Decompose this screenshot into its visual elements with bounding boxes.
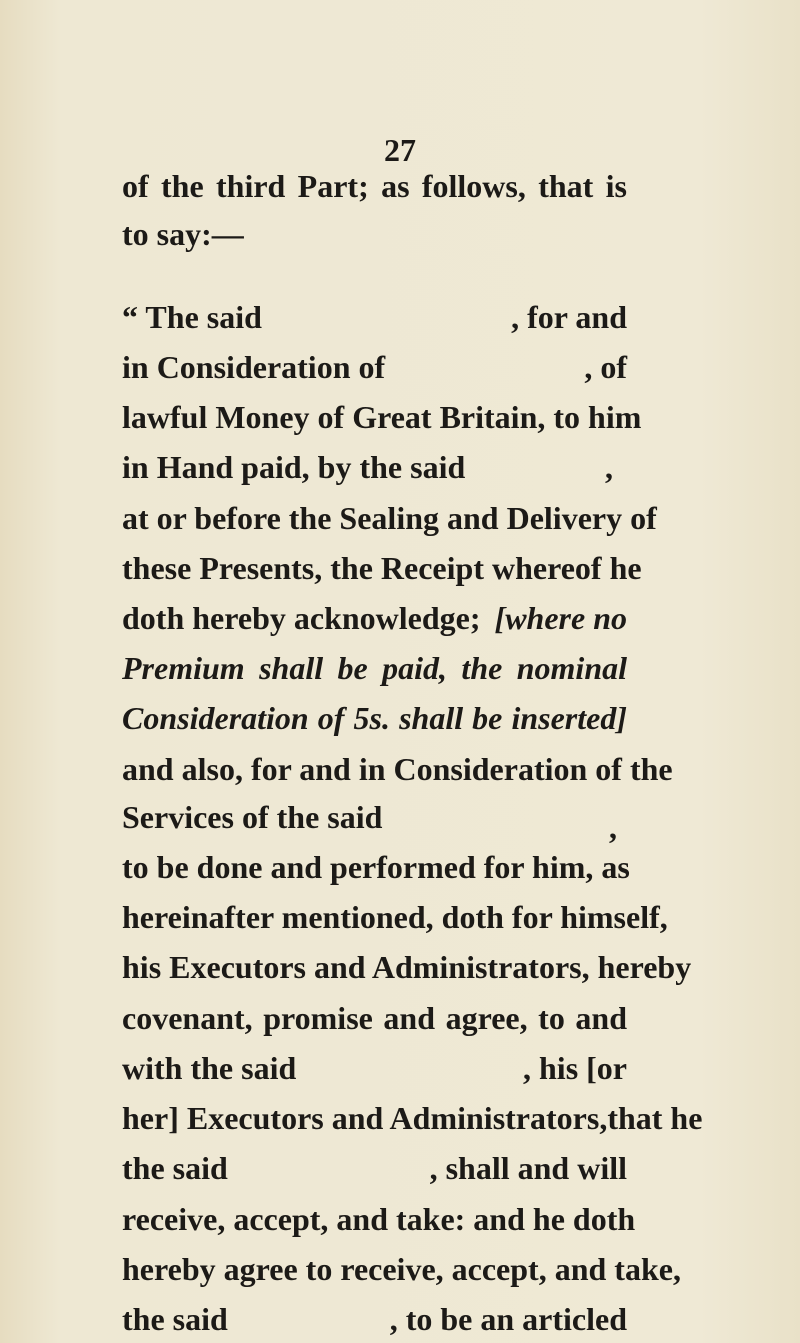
text-fragment: , <box>609 808 617 845</box>
text-line <box>122 698 627 738</box>
text-line <box>122 447 627 487</box>
text-line <box>122 297 627 337</box>
text-line: and also, for and in Consideration of the <box>122 750 673 787</box>
text-fragment: in Consideration of <box>122 348 386 385</box>
text-line: of the third Part; as follows, that is <box>122 168 627 205</box>
page-number: 27 <box>384 132 416 168</box>
text-line <box>122 1299 627 1339</box>
text-line: lawful Money of Great Britain, to him <box>122 399 642 436</box>
text-line: at or before the Sealing and Delivery of <box>122 499 657 536</box>
text-fragment: the said <box>122 1150 228 1187</box>
text-fragment: , of <box>584 348 627 385</box>
text-fragment-italic: Consideration of 5s. shall be inserted] <box>122 700 627 737</box>
text-line: receive, accept, and take: and he doth <box>122 1200 636 1237</box>
text-line <box>122 347 627 387</box>
text-fragment: , his [or <box>523 1049 627 1086</box>
text-fragment: , to be an articled <box>389 1301 627 1337</box>
text-line: his Executors and Administrators, hereby <box>122 949 692 986</box>
text-line <box>122 648 627 688</box>
text-line: hereinafter mentioned, doth for himself, <box>122 899 668 936</box>
text-fragment: , for and <box>511 298 627 335</box>
text-line: to say:— <box>122 216 244 253</box>
text-line: to be done and performed for him, as <box>122 849 630 886</box>
text-fragment: , shall and will <box>429 1150 627 1187</box>
text-line: covenant, promise and agree, to and <box>122 999 627 1036</box>
text-line <box>122 1048 627 1088</box>
text-fragment: doth hereby acknowledge; <box>122 599 481 636</box>
text-line <box>122 797 627 845</box>
text-fragment: , <box>605 449 613 486</box>
text-line <box>122 598 627 638</box>
text-fragment-italic: [where no <box>494 599 627 636</box>
text-line: these Presents, the Receipt whereof he <box>122 549 642 586</box>
text-line <box>122 1148 627 1188</box>
text-fragment-italic: Premium shall be paid, the nominal <box>122 650 627 687</box>
text-line: hereby agree to receive, accept, and take, <box>122 1250 681 1287</box>
text-fragment: “ The said <box>122 298 262 335</box>
text-fragment: with the said <box>122 1049 297 1086</box>
text-line: her] Executors and Administrators,that he <box>122 1100 703 1137</box>
text-fragment: in Hand paid, by the said <box>122 449 466 486</box>
text-fragment: Services of the said <box>122 798 383 835</box>
text-fragment: the said <box>122 1301 228 1337</box>
